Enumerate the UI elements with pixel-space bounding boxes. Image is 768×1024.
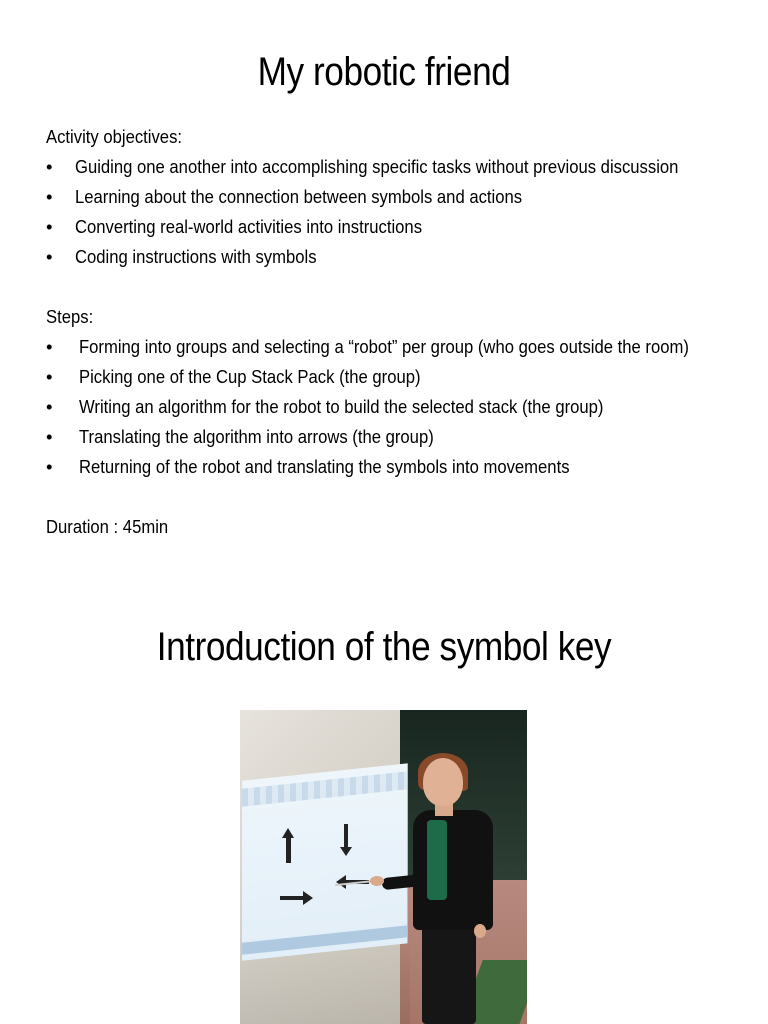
teacher-right-hand — [474, 924, 486, 938]
steps-section — [46, 302, 746, 482]
duration-text: Duration : 45min — [46, 516, 169, 537]
page-title: My robotic friend — [257, 50, 511, 94]
bullet: • — [46, 156, 53, 177]
arrow-right-icon — [280, 896, 304, 900]
objectives-section — [46, 122, 746, 272]
list-item: • Picking one of the Cup Stack Pack (the group) — [46, 362, 746, 392]
steps-list — [46, 332, 746, 482]
arrow-right-head-icon — [303, 891, 313, 905]
teacher-head — [423, 758, 463, 806]
list-item: • Guiding one another into accomplishing specific tasks without previous discussion — [46, 152, 746, 182]
bullet: • — [46, 456, 53, 477]
bullet: • — [46, 396, 53, 417]
projected-screen — [242, 763, 408, 960]
arrow-up-icon — [286, 835, 291, 863]
bullet: • — [46, 216, 53, 237]
list-item: • Converting real-world activities into instructions — [46, 212, 746, 242]
teacher-shirt — [427, 820, 447, 900]
list-item: • Writing an algorithm for the robot to build the selected stack (the group) — [46, 392, 746, 422]
list-item: • Learning about the connection between symbols and actions — [46, 182, 746, 212]
teacher-legs — [422, 920, 476, 1024]
bullet: • — [46, 246, 53, 267]
teacher-body — [413, 810, 493, 930]
bullet: • — [46, 336, 53, 357]
list-item: • Coding instructions with symbols — [46, 242, 746, 272]
teacher-hand — [370, 876, 384, 886]
bullet: • — [46, 186, 53, 207]
bullet: • — [46, 426, 53, 447]
list-item: • Returning of the robot and translating the symbols into movements — [46, 452, 746, 482]
classroom-photo — [240, 710, 527, 1024]
steps-heading: Steps: — [46, 306, 94, 327]
objectives-list — [46, 152, 746, 272]
arrow-down-icon — [344, 824, 348, 848]
arrow-up-head-icon — [282, 828, 294, 838]
objectives-heading: Activity objectives: — [46, 126, 183, 147]
section-title: Introduction of the symbol key — [156, 625, 612, 669]
list-item: • Translating the algorithm into arrows (the group) — [46, 422, 746, 452]
arrow-down-head-icon — [340, 847, 352, 856]
bullet: • — [46, 366, 53, 387]
list-item: • Forming into groups and selecting a “robot” per group (who goes outside the room) — [46, 332, 746, 362]
